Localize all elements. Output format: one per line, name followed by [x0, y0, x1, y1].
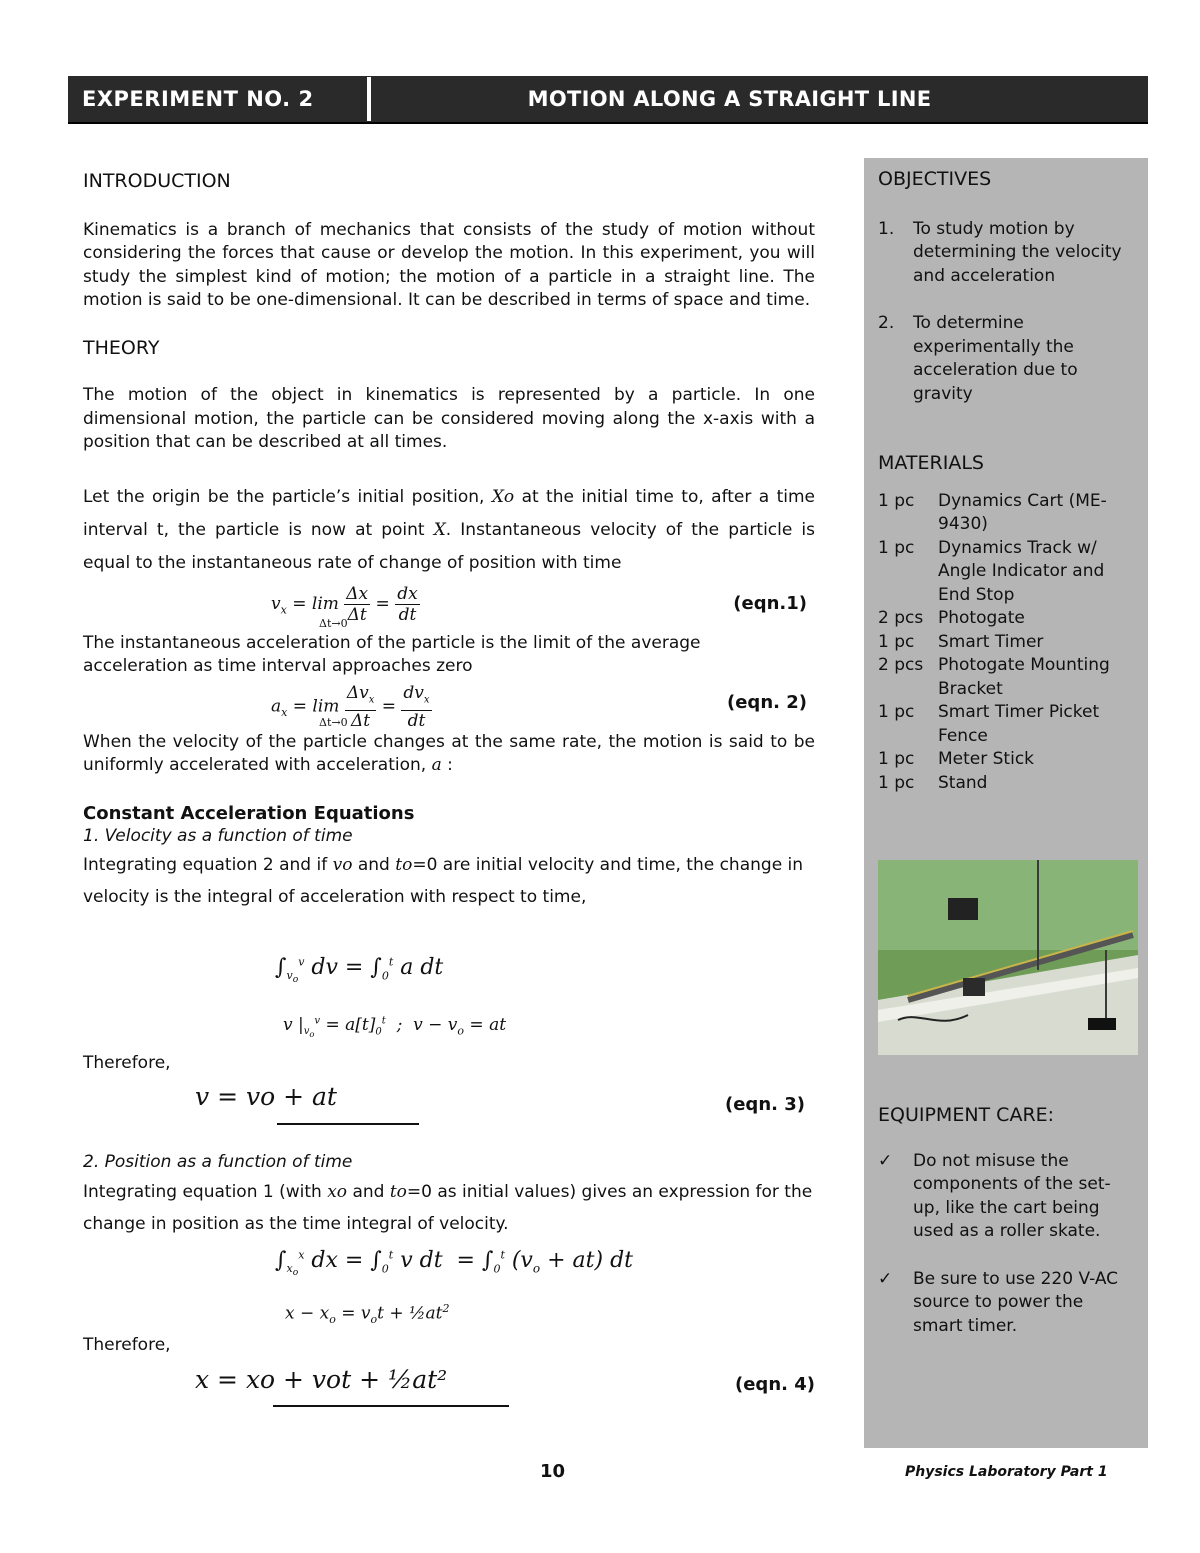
theory-heading: THEORY — [83, 336, 160, 359]
experiment-title: MOTION ALONG A STRAIGHT LINE — [527, 87, 932, 111]
position-difference-formula: $x - x_o = v_ot$ + $\frac{1}{2}at^2$ — [285, 1302, 450, 1327]
checkmark-icon: ✓ — [878, 1150, 893, 1171]
material-item: 1 pc Stand — [878, 772, 988, 793]
header-bar — [68, 76, 1148, 124]
equation-1-label: (eqn.1) — [733, 592, 807, 614]
material-item: 1 pc Dynamics Cart (ME-9430) — [878, 490, 1107, 534]
footer-title: Physics Laboratory Part 1 — [905, 1464, 1108, 1480]
equation-4-formula: x = xo + vot + ½at² — [195, 1365, 448, 1394]
theory-paragraph-1: The motion of the object in kinematics is represented by a particle. In one dimensional motion, the particle can be considered moving along the x-axis with a position that can be described at all times. — [83, 385, 815, 452]
care-item: ✓ Be sure to use 220 V-AC source to power the smart timer. — [878, 1268, 1134, 1339]
therefore-1: Therefore, — [83, 1053, 171, 1073]
position-integral-formula: $\int_{x_o}^x$ dx = $\int_0^t$ v dt = $\int_0^t$ $(v_o + at)$ dt — [275, 1248, 633, 1279]
sidebar — [864, 158, 1148, 1448]
theory-paragraph-4: When the velocity of the particle changes at the same rate, the motion is said to be uniformly accelerated with acceleration, a : — [83, 731, 815, 775]
velocity-integral-formula: $\int_{v_o}^v$ dv = $\int_0^t$ a dt — [275, 955, 444, 986]
page-number: 10 — [540, 1461, 566, 1482]
section-velocity-time: 1. Velocity as a function of time — [83, 826, 353, 846]
material-item: 1 pc Dynamics Track w/ Angle Indicator and End Stop — [878, 537, 1105, 605]
material-item: 1 pc Smart Timer — [878, 631, 1044, 652]
materials-list — [878, 490, 1134, 796]
intro-text: Kinematics is a branch of mechanics that consists of the study of motion without considering the forces that cause or develop the motion. In this experiment, you will study the simplest kind of motion; the motion of a particle in a straight line. The motion is said to be one-dimensional. It can be described in terms of space and time. — [83, 219, 815, 310]
checkmark-icon: ✓ — [878, 1268, 893, 1289]
therefore-2: Therefore, — [83, 1335, 171, 1355]
material-item: 2 pcs Photogate Mounting Bracket — [878, 655, 1110, 699]
apparatus-photo — [878, 860, 1138, 1055]
objective-item: 1. To study motion by determining the velocity and acceleration — [878, 218, 1122, 286]
equation-2-label: (eqn. 2) — [727, 691, 807, 713]
velocity-limit-formula: $v_x = \lim$ $\frac{\Delta x}{\Delta t}$ = $\frac{dx}{dt}$ Δt→0 — [271, 583, 418, 630]
equation-1 — [83, 580, 815, 632]
initial-position-symbol: Xo — [491, 486, 515, 507]
point-x-symbol: X — [433, 519, 446, 540]
equipment-care-list — [878, 1150, 1134, 1339]
velocity-integration-text: Integrating equation 2 and if vo and to=0 are initial velocity and time, the change in velocity is the integral of acceleration with respect to time, — [83, 854, 804, 907]
objectives-heading: OBJECTIVES — [878, 168, 992, 190]
equipment-care-heading: EQUIPMENT CARE: — [878, 1104, 1055, 1126]
position-integration-text: Integrating equation 1 (with xo and to=0 as initial values) gives an expression for the change in position as the time integral of velocity. — [83, 1182, 813, 1234]
section-position-time: 2. Position as a function of time — [83, 1152, 353, 1172]
material-item: 1 pc Smart Timer Picket Fence — [878, 702, 1100, 746]
constant-acceleration-heading: Constant Acceleration Equations — [83, 802, 415, 824]
equation-3-formula: v = vo + at — [195, 1082, 337, 1111]
theory-paragraph-3: The instantaneous acceleration of the particle is the limit of the average acceleration as time interval approaches zero — [83, 632, 701, 676]
objective-item: 2. To determine experimentally the acceleration due to gravity — [878, 313, 1078, 404]
acceleration-symbol: a — [431, 755, 442, 775]
intro-heading: INTRODUCTION — [83, 170, 231, 192]
theory-paragraph-2: Let the origin be the particle’s initial position, Xo at the initial time to, after a time interval t, the particle is now at point X. Instantaneous velocity of the particle is equal to the instantaneous rate of change of position with time — [83, 486, 816, 573]
experiment-number: EXPERIMENT NO. 2 — [82, 87, 314, 111]
equation-3-underline — [277, 1123, 419, 1125]
equation-3-label: (eqn. 3) — [725, 1094, 805, 1115]
materials-heading: MATERIALS — [878, 452, 984, 474]
acceleration-limit-formula: $a_x = \lim$ $\frac{\Delta v_x}{\Delta t}$ = $\frac{dv_x}{dt}$ Δt→0 — [271, 682, 430, 731]
main-content — [83, 170, 815, 913]
objectives-list — [878, 218, 1134, 407]
equation-4-underline — [273, 1405, 509, 1407]
equation-2 — [83, 679, 815, 731]
material-item: 2 pcs Photogate — [878, 608, 1025, 628]
care-item: ✓ Do not misuse the components of the set-up, like the cart being used as a roller skate. — [878, 1150, 1134, 1244]
material-item: 1 pc Meter Stick — [878, 749, 1035, 769]
velocity-evaluated-formula: v $|_{v_o}^v = a[t]_0^t$ ; $v - v_o$ = at — [283, 1015, 507, 1040]
equation-4-label: (eqn. 4) — [735, 1374, 815, 1395]
